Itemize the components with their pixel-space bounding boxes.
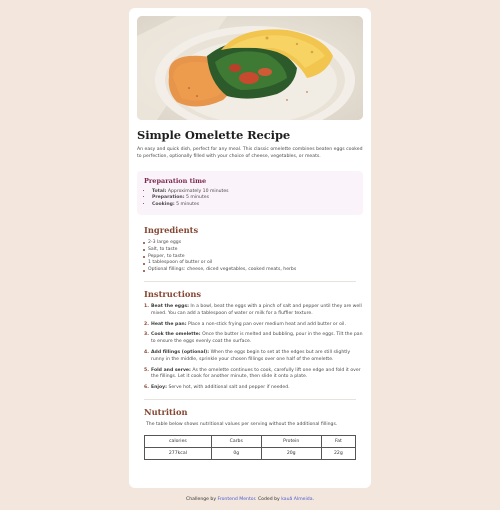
nutrition-section	[137, 407, 363, 429]
prep-label: Preparation:	[152, 195, 185, 201]
step-label: Beat the eggs:	[151, 303, 189, 309]
attribution-footer	[0, 497, 500, 502]
step-text: Serve hot, with additional salt and pepper if needed.	[166, 385, 290, 391]
prep-value: 5 minutes	[184, 195, 209, 201]
step-text: In a bowl, beat the eggs with a pinch of salt and pepper until they are well mixed. You can add a tablespoon of water or milk for a fluffier texture.	[151, 303, 362, 316]
instructions-list	[144, 304, 363, 392]
step-number: 6.	[144, 385, 149, 391]
author-link[interactable]: kauã Almeida	[281, 497, 313, 502]
footer-middle: . Coded by	[255, 497, 282, 502]
divider	[144, 399, 356, 400]
ingredients-heading: Ingredients	[144, 224, 199, 235]
ingredients-section	[137, 225, 363, 274]
step-label: Add fillings (optional):	[151, 349, 210, 355]
recipe-title: Simple Omelette Recipe	[137, 128, 291, 142]
table-row	[145, 447, 356, 459]
table-cell: 277kcal	[145, 447, 212, 459]
list-item	[144, 322, 363, 329]
step-text: Place a non-stick frying pan over medium heat and add butter or oil.	[186, 321, 346, 327]
instructions-section	[137, 289, 363, 392]
list-item	[144, 385, 363, 392]
nutrition-heading: Nutrition	[144, 406, 188, 417]
step-text: When the eggs begin to set at the edges but are still slightly runny in the middle, sprinkle your chosen fillings over one half of the omelette.	[151, 349, 351, 362]
prep-label: Cooking:	[152, 202, 175, 208]
frontend-mentor-link[interactable]: Frontend Mentor	[217, 497, 256, 502]
recipe-intro: An easy and quick dish, perfect for any meal. This classic omelette combines beaten eggs cooked to perfection, optionally filled with your choice of cheese, vegetables, or meats.	[137, 147, 363, 159]
instructions-heading: Instructions	[144, 288, 202, 299]
prep-value: 5 minutes	[174, 202, 200, 208]
ingredients-list	[143, 240, 363, 274]
prep-value: Approximately 10 minutes	[166, 188, 229, 194]
step-label: Heat the pan:	[151, 321, 187, 327]
table-header-cell: Protein	[261, 435, 321, 447]
preparation-heading: Preparation time	[144, 176, 207, 185]
list-item	[144, 304, 363, 318]
table-cell: 22g	[321, 447, 355, 459]
list-item	[144, 368, 363, 382]
step-label: Enjoy:	[151, 385, 167, 391]
omelette-image	[137, 16, 363, 120]
nutrition-table	[144, 435, 356, 460]
footer-suffix: .	[312, 497, 314, 502]
list-item	[144, 332, 363, 346]
list-item: 2-3 large eggs	[143, 240, 363, 247]
list-item: Pepper, to taste	[143, 254, 363, 261]
table-header-cell: Carbs	[211, 435, 261, 447]
list-item: 1 tablespoon of butter or oil	[143, 260, 363, 267]
step-label: Fold and serve:	[151, 367, 191, 373]
recipe-card	[129, 8, 371, 488]
divider	[144, 281, 356, 282]
preparation-list	[144, 189, 356, 209]
table-header-cell: Fat	[321, 435, 355, 447]
list-item	[144, 350, 363, 364]
step-label: Cook the omelette:	[151, 332, 201, 338]
list-item	[152, 202, 356, 209]
table-header-cell: calories	[145, 435, 212, 447]
step-number: 1.	[144, 303, 149, 309]
step-number: 3.	[144, 332, 149, 338]
table-cell: 20g	[261, 447, 321, 459]
list-item: Optional fillings: cheese, diced vegetables, cooked meats, herbs	[143, 267, 363, 274]
step-number: 5.	[144, 367, 149, 373]
nutrition-description: The table below shows nutritional values per serving without the additional fillings.	[146, 421, 338, 427]
step-text: Once the butter is melted and bubbling, pour in the eggs. Tilt the pan to ensure the eggs evenly coat the surface.	[151, 332, 363, 345]
step-number: 4.	[144, 349, 149, 355]
footer-prefix: Challenge by	[186, 497, 218, 502]
table-row	[145, 435, 356, 447]
step-number: 2.	[144, 321, 149, 327]
prep-label: Total:	[152, 188, 167, 194]
step-text: As the omelette continues to cook, carefully lift one edge and fold it over the fillings. Let it cook for another minute, then slide it onto a plate.	[151, 367, 361, 380]
list-item: Salt, to taste	[143, 247, 363, 254]
table-cell: 0g	[211, 447, 261, 459]
preparation-time-box	[137, 171, 363, 215]
